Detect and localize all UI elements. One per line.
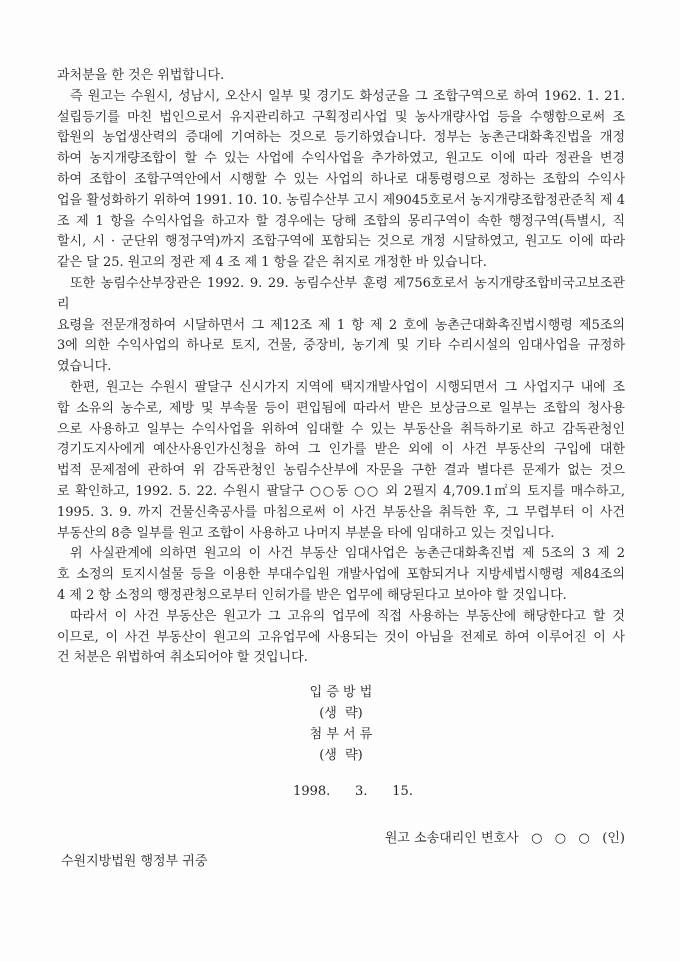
- evidence-omitted-note: (생 략): [319, 705, 363, 721]
- body-line: 경기도지사에게 예산사용인가신청을 하여 그 인가를 받은 외에 이 사건 부동산의 구입에 대한: [57, 442, 625, 458]
- plaintiff-attorney-signature: 원고 소송대리인 변호사 ○ ○ ○ (인): [384, 831, 625, 847]
- attachments-heading: 첨 부 서 류: [309, 726, 373, 742]
- body-line: 4 제 2 항 소정의 행정관청으로부터 인허가를 받은 업무에 해당된다고 보아야 할 것입니다.: [57, 587, 567, 603]
- body-line: 로 확인하고, 1992. 5. 22. 수원시 팔달구 ○○동 ○○ 외 2필지 4,709.1㎡의 토지를 매수하고,: [57, 483, 625, 499]
- body-line: 합 소유의 농수로, 제방 및 부속물 등이 편입됨에 따라서 받은 보상금으로 일부는 조합의 청사용: [57, 400, 625, 416]
- body-line: 조 제 1 항을 수익사업을 하고자 할 경우에는 당해 조합의 몽리구역이 속한 행정구역(특별시, 직: [57, 213, 625, 229]
- attachments-omitted-note: (생 략): [319, 747, 363, 763]
- body-line: 이므로, 이 사건 부동산이 원고의 고유업무에 사용되는 것이 아님을 전제로 하여 이루어진 이 사: [57, 629, 625, 645]
- body-line: 위 사실관계에 의하면 원고의 이 사건 부동산 임대사업은 농촌근대화촉진법 제 5조의 3 제 2: [70, 546, 625, 562]
- body-line: 부동산의 8층 일부를 원고 조합이 사용하고 나머지 부분을 타에 임대하고 있는 것입니다.: [57, 525, 555, 541]
- body-line: 하여 농지개량조합이 할 수 있는 사업에 수익사업을 추가하였고, 원고도 이에 따라 정관을 변경: [57, 151, 625, 167]
- body-line: 같은 달 25. 원고의 정관 제 4 조 제 1 항을 같은 취지로 개정한 바 있습니다.: [57, 255, 487, 271]
- body-line: 하여 조합이 조합구역안에서 시행할 수 있는 사업의 하나로 대통령령으로 정하는 조합의 수익사: [57, 171, 625, 187]
- body-line: 또한 농림수산부장관은 1992. 9. 29. 농림수산부 훈령 제756호로서 농지개량조합비국고보조관리: [57, 275, 625, 312]
- closing-sections: [57, 683, 625, 766]
- addressee-court: 수원지방법원 행정부 귀중: [61, 853, 208, 869]
- body-line: 즉 원고는 수원시, 성남시, 오산시 일부 및 경기도 화성군을 그 조합구역으로 하여 1962. 1. 21.: [70, 88, 625, 104]
- body-line: 설립등기를 마친 법인으로서 유지관리하고 구획정리사업 및 농사개량사업 등을 수행함으로써 조: [57, 109, 625, 125]
- body-line: 따라서 이 사건 부동산은 원고가 그 고유의 업무에 직접 사용하는 부동산에 해당한다고 할 것: [70, 608, 625, 624]
- body-line: 요령을 전문개정하여 시달하면서 그 제12조 제 1 항 제 2 호에 농촌근대화촉진법시행령 제5조의: [57, 317, 625, 333]
- body-line: 업을 활성화하기 위하여 1991. 10. 10. 농림수산부 고시 제9045호로서 농지개량조합정관준칙 제 4: [57, 192, 625, 208]
- document-date: 1998. 3. 15.: [293, 784, 413, 800]
- body-line: 1995. 3. 9. 까지 건물신축공사를 마침으로써 이 사건 부동산을 취득한 후, 그 무렵부터 이 사건: [57, 504, 625, 520]
- body-line: 으로 사용하고 일부는 수익사업을 위하여 임대할 수 있는 부동산을 취득하기로 하고 감독관청인: [57, 421, 625, 437]
- body-line: 3에 의한 수익사업의 하나로 토지, 건물, 중장비, 농기계 및 기타 수리시설의 임대사업을 규정하: [57, 338, 625, 354]
- body-line: 였습니다.: [57, 359, 112, 375]
- document-body: [57, 66, 625, 669]
- body-line: 합원의 농업생산력의 증대에 기여하는 것으로 등기하였습니다. 정부는 농촌근대화촉진법을 개정: [57, 130, 625, 146]
- body-line: 법적 문제점에 관하여 위 감독관청인 농림수산부에 자문을 구한 결과 별다른 문제가 없는 것으: [57, 463, 625, 479]
- body-line: 과처분을 한 것은 위법합니다.: [57, 68, 225, 83]
- evidence-heading: 입 증 방 법: [309, 685, 373, 701]
- body-line: 호 소정의 토지시설물 등을 이용한 부대수입원 개발사업에 포함되거나 지방세법시행령 제84조의: [57, 567, 625, 583]
- document-text-block: [57, 66, 625, 873]
- body-line: 할시, 시 · 군단위 행정구역)까지 조합구역에 포함되는 것으로 개정 시달하였고, 원고도 이에 따라: [57, 234, 625, 250]
- body-line: 한편, 원고는 수원시 팔달구 신시가지 지역에 택지개발사업이 시행되면서 그 사업지구 내에 조: [70, 379, 625, 395]
- body-line: 건 처분은 위법하여 취소되어야 할 것입니다.: [57, 650, 308, 666]
